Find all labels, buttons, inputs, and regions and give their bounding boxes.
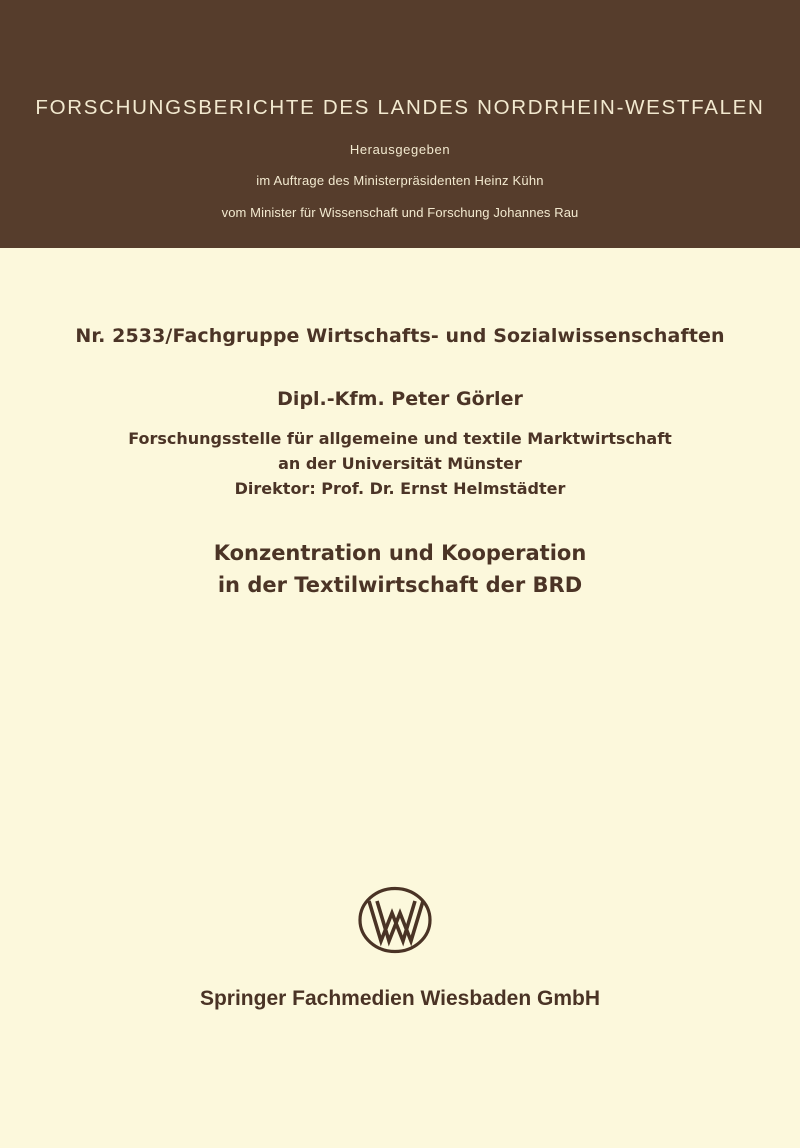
editor-line: Herausgegeben <box>349 142 451 157</box>
affiliation-line-2: an der Universität Münster <box>278 454 522 473</box>
publisher-logo-icon <box>357 885 433 955</box>
series-number: Nr. 2533/Fachgruppe Wirtschafts- und Sozialwissenschaften <box>75 325 725 347</box>
affiliation-line-3: Direktor: Prof. Dr. Ernst Helmstädter <box>234 479 566 498</box>
book-title-line-1: Konzentration und Kooperation <box>213 541 587 565</box>
publisher-name: Springer Fachmedien Wiesbaden GmbH <box>199 987 601 1010</box>
affiliation-line-1: Forschungsstelle für allgemeine und textile Marktwirtschaft <box>128 429 672 448</box>
book-title-line-2: in der Textilwirtschaft der BRD <box>217 573 583 597</box>
author-name: Dipl.-Kfm. Peter Görler <box>277 388 523 410</box>
header-band <box>0 0 800 248</box>
minister-line: vom Minister für Wissenschaft und Forschung Johannes Rau <box>221 205 579 220</box>
commission-line: im Auftrage des Ministerpräsidenten Heinz Kühn <box>256 173 544 188</box>
series-title: FORSCHUNGSBERICHTE DES LANDES NORDRHEIN-WESTFALEN <box>35 96 765 119</box>
